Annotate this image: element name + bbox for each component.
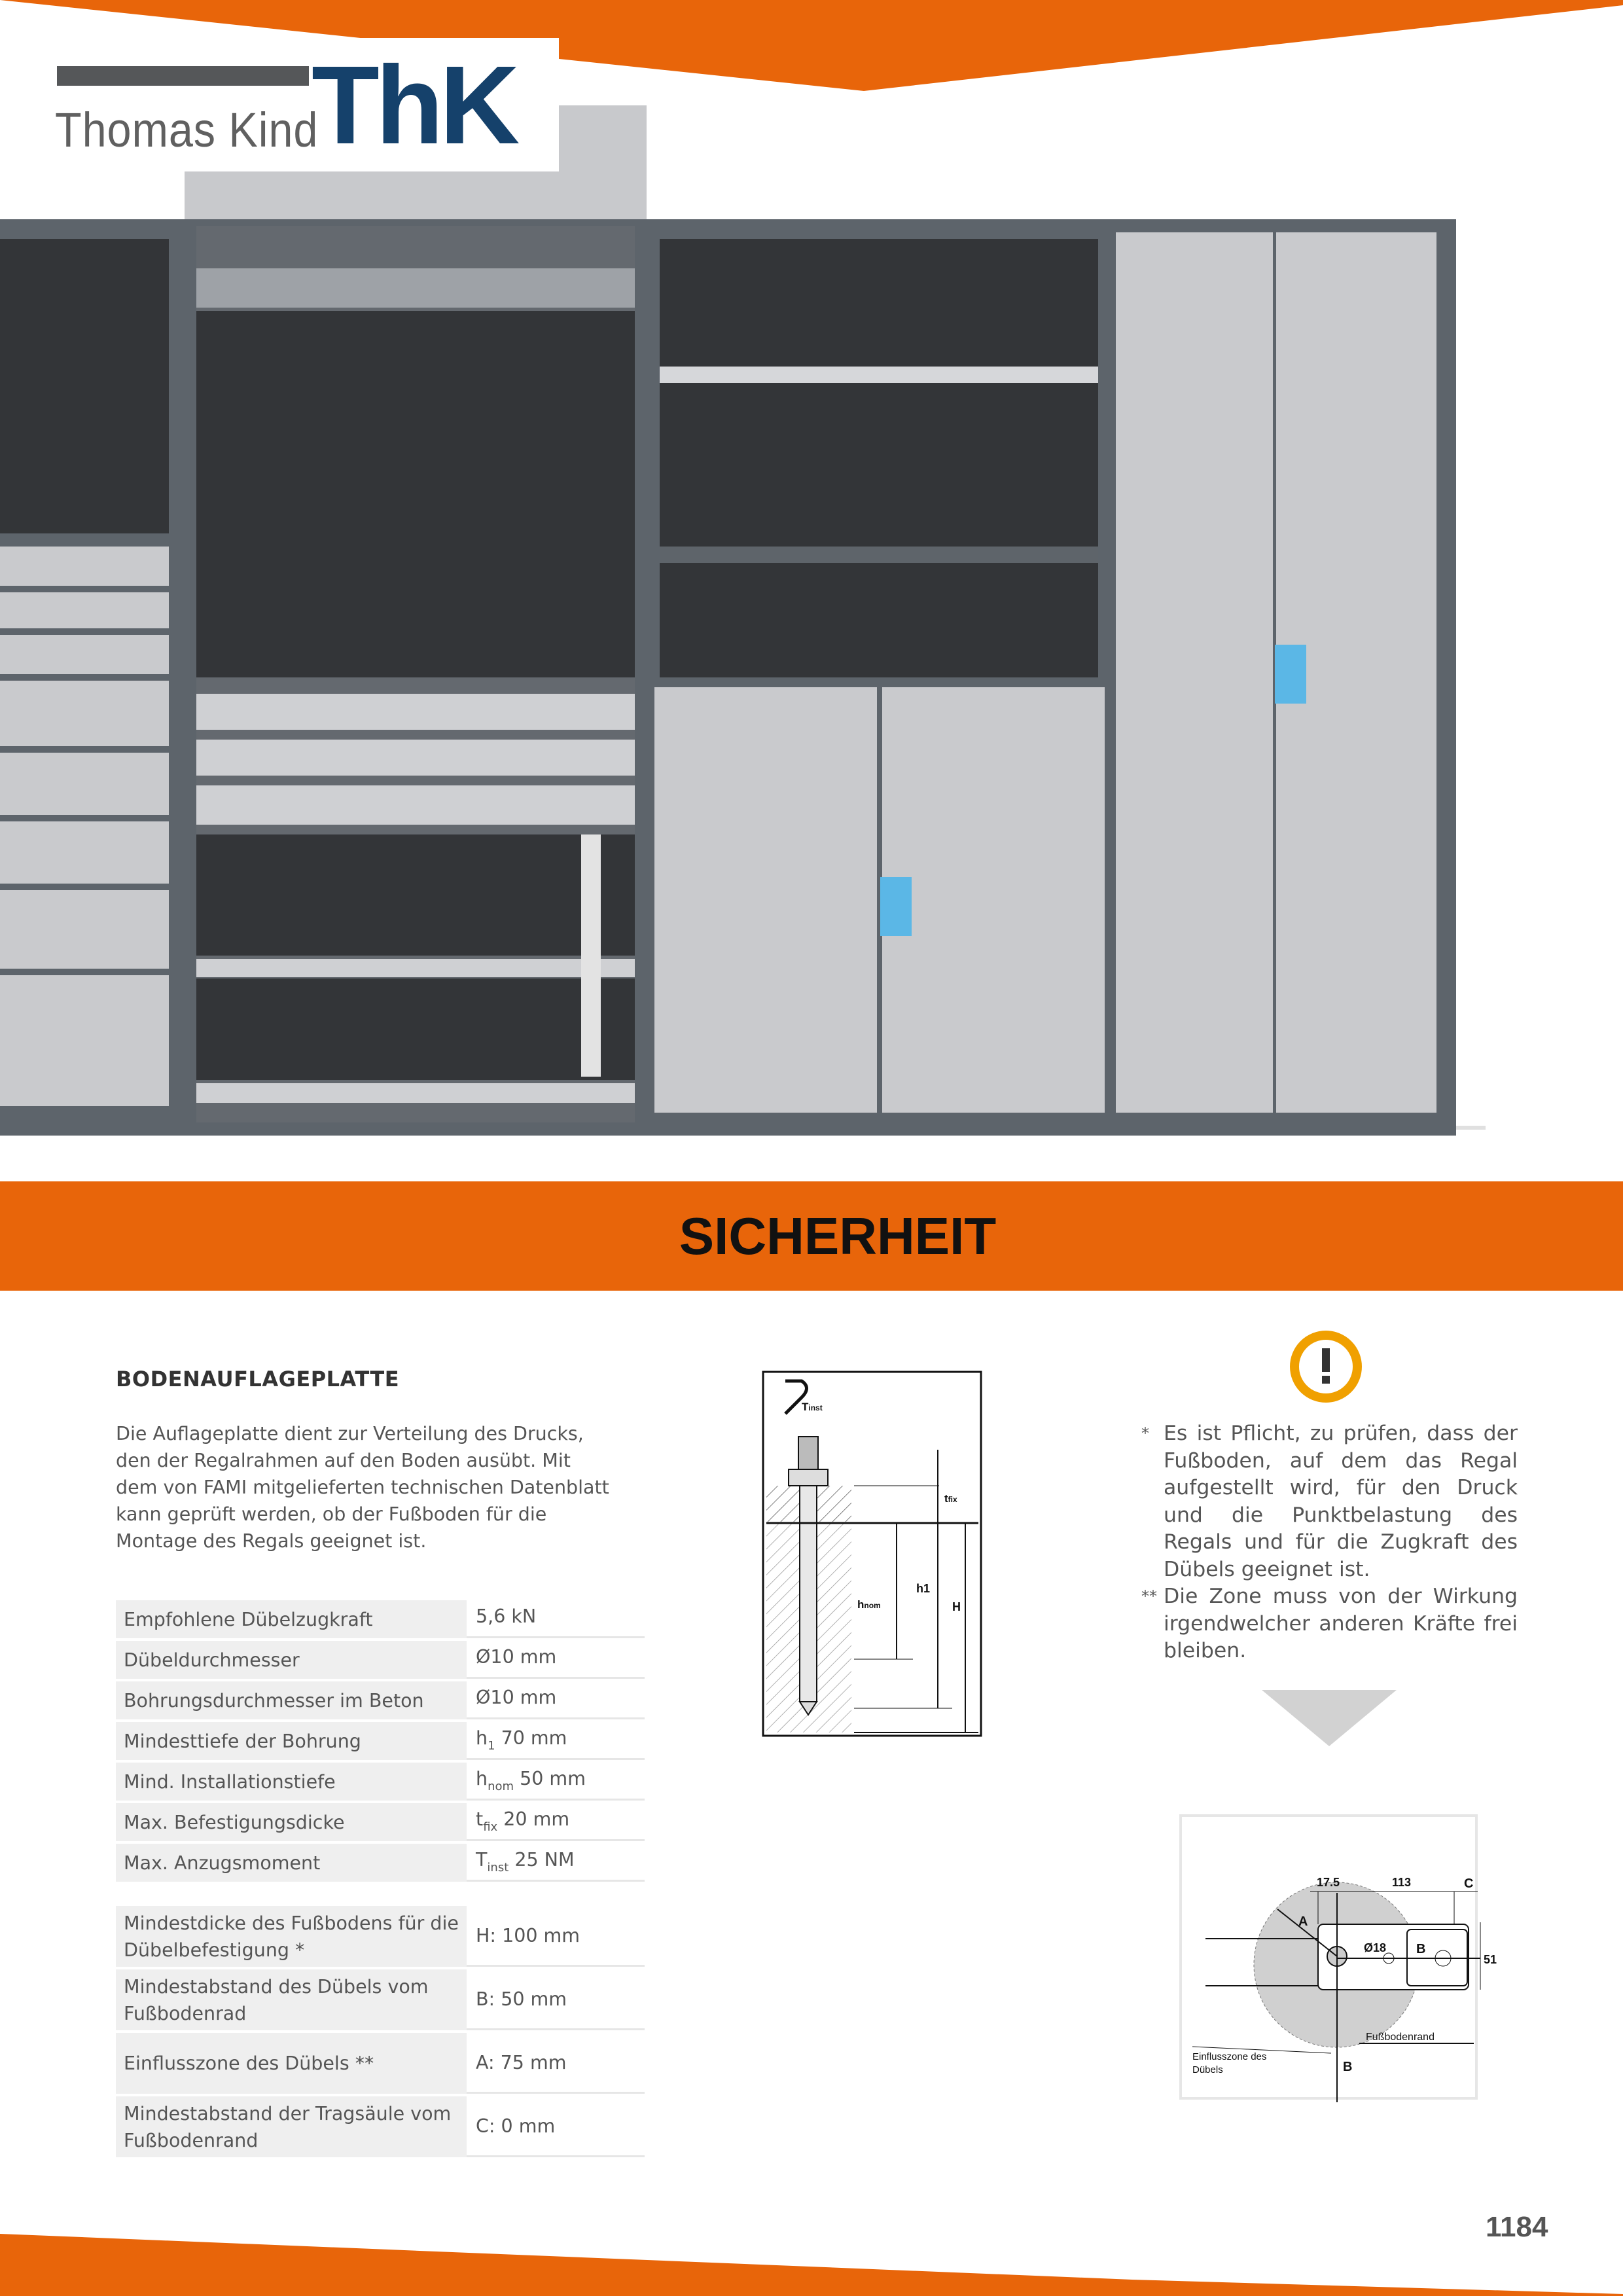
logo-bar (57, 66, 309, 86)
spec-value: Ø10 mm (467, 1681, 645, 1719)
anchor-diagram (762, 1371, 982, 1738)
intro-text: Die Auflageplatte dient zur Verteilung des Drucks, den der Regalrahmen auf den Boden ausübt. Mit dem von FAMI mitgelieferten technischen Datenblatt kann geprüft werden, ob der Fußboden für die Montage des Regals geeignet ist. (116, 1423, 609, 1552)
spec-row (116, 1763, 645, 1801)
floor-spec-row (116, 1906, 645, 1967)
svg-text:tfix: tfix (944, 1492, 957, 1505)
spec-value: $h_1$ 70 mm (467, 1722, 645, 1760)
spec-label: Max. Anzugsmoment (116, 1844, 467, 1882)
floor-spec-label: Mindestabstand des Dübels vom Fußbodenrad (116, 1969, 467, 2030)
h-nom-label: h (857, 1598, 865, 1611)
spec-value: $t_{fix}$ 20 mm (467, 1803, 645, 1841)
floor-spec-label: Einflusszone des Dübels ** (116, 2033, 467, 2094)
section-band (0, 1181, 1623, 1291)
spec-row (116, 1600, 645, 1638)
spec-row (116, 1803, 645, 1841)
h1-label: h1 (916, 1582, 931, 1595)
spec-value: $h_{nom}$ 50 mm (467, 1763, 645, 1801)
heading: BODENAUFLAGEPLATTE (116, 1367, 400, 1391)
floor-spec-value: A: 75 mm (467, 2033, 645, 2094)
spec-row (116, 1681, 645, 1719)
spec-label: Bohrungsdurchmesser im Beton (116, 1681, 467, 1719)
label-edge: Fußbodenrand (1366, 2032, 1435, 2043)
label-diameter: Ø18 (1364, 1941, 1387, 1954)
floor-spec-label: Mindestdicke des Fußbodens für die Dübelbefestigung * (116, 1906, 467, 1967)
down-arrow-icon (1262, 1690, 1397, 1748)
spec-value: 5,6 kN (467, 1600, 645, 1638)
logo-mark: ThK (312, 43, 516, 168)
exclamation-icon (1289, 1330, 1363, 1403)
spec-label: Dübeldurchmesser (116, 1641, 467, 1679)
logo (0, 38, 559, 171)
label-b2: B (1343, 2060, 1353, 2074)
floor-spec-value: H: 100 mm (467, 1906, 645, 1967)
spec-row (116, 1722, 645, 1760)
spec-label: Mindesttiefe der Bohrung (116, 1722, 467, 1760)
spec-value: Ø10 mm (467, 1641, 645, 1679)
footer-orange-shape (0, 2225, 1623, 2296)
t-inst-label: T (802, 1401, 809, 1413)
spec-row (116, 1641, 645, 1679)
label-c: C (1464, 1876, 1474, 1891)
label-zone2: Dübels (1192, 2064, 1223, 2075)
label-b: B (1416, 1942, 1426, 1956)
svg-text:hnom: hnom (857, 1598, 881, 1611)
spec-label: Empfohlene Dübelzugkraft (116, 1600, 467, 1638)
floor-spec-table (116, 1903, 645, 2160)
page-number: 1184 (1486, 2211, 1548, 2243)
plate-diagram (1179, 1814, 1497, 2100)
floor-spec-row (116, 1969, 645, 2030)
label-51: 51 (1484, 1953, 1497, 1966)
floor-spec-row (116, 2033, 645, 2094)
svg-text:Tinst: Tinst (802, 1401, 823, 1413)
spec-table (116, 1598, 645, 1884)
spec-row (116, 1844, 645, 1882)
floor-spec-label: Mindestabstand der Tragsäule vom Fußbodenrand (116, 2096, 467, 2157)
notes (1141, 1420, 1518, 1665)
spec-value: $T_{inst}$ 25 NM (467, 1844, 645, 1882)
note: * Es ist Pflicht, zu prüfen, dass der Fußboden, auf dem das Regal aufgestellt wird, für den Druck und die Punktbelastung des Regals und für die Zugkraft des Dübels geeignet ist. (1141, 1422, 1518, 1581)
t-fix-label: t (944, 1492, 948, 1505)
floor-spec-row (116, 2096, 645, 2157)
dim-113: 113 (1392, 1876, 1412, 1889)
spec-label: Max. Befestigungsdicke (116, 1803, 467, 1841)
H-label: H (952, 1600, 961, 1613)
dim-17-5: 17.5 (1317, 1876, 1340, 1889)
label-zone: Einflusszone des (1192, 2051, 1267, 2062)
floor-spec-value: C: 0 mm (467, 2096, 645, 2157)
logo-name: Thomas Kind (55, 103, 319, 157)
label-a: A (1298, 1914, 1308, 1929)
floor-spec-value: B: 50 mm (467, 1969, 645, 2030)
section-title: SICHERHEIT (679, 1206, 997, 1265)
spec-label: Mind. Installationstiefe (116, 1763, 467, 1801)
note: ** Die Zone muss von der Wirkung irgendwelcher anderen Kräfte frei bleiben. (1141, 1585, 1518, 1662)
